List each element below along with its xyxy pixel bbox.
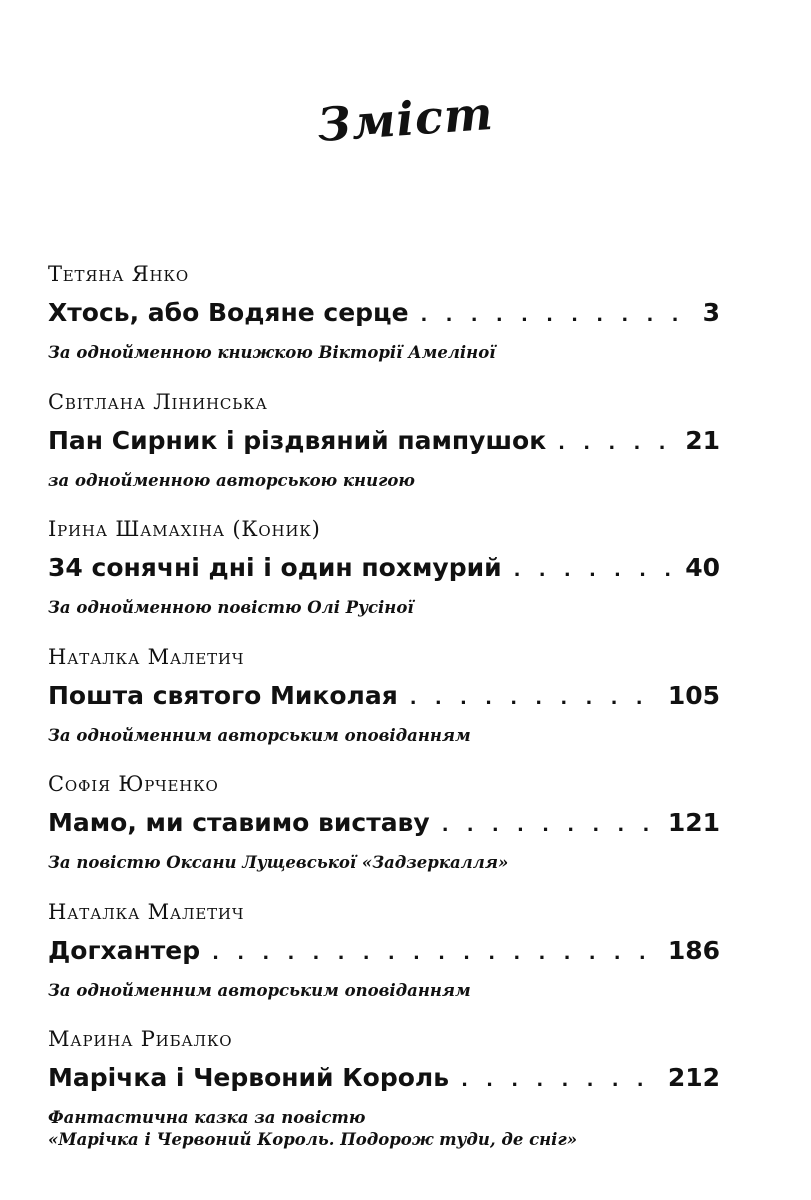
entry-page-number: 186 [667,935,720,965]
entry-author: Наталка Малетич [48,899,245,924]
entry-author: Софія Юрченко [48,772,219,796]
entry-title-line[interactable] [48,426,720,455]
dot-leader [212,943,654,964]
page-title: Зміст [315,85,496,153]
entry-title-line[interactable] [48,553,720,582]
entry-source-note: За однойменним авторським оповіданням [48,980,471,1000]
entry-title-line[interactable] [48,1063,720,1092]
entry-title: Пошта святого Миколая [48,680,398,710]
dot-leader [421,305,689,326]
toc-entry [48,517,720,645]
entry-author: Марина Рибалко [48,1027,233,1051]
dot-leader [514,560,672,581]
entry-page-number: 105 [667,680,720,710]
toc-entry [48,900,720,1028]
entry-author: Наталка Малетич [48,644,245,669]
toc-entry [48,262,720,390]
toc-entry [48,390,720,518]
entry-source-note: За повістю Оксани Лущевської «Задзеркалля» [48,853,509,872]
table-of-contents [48,262,720,1155]
dot-leader [558,433,671,454]
entry-source-note-continued: «Марічка і Червоний Король. Подорож туди, де сніг» [48,1130,578,1149]
entry-page-number: 121 [667,808,720,837]
entry-title: Догхантер [48,935,201,965]
toc-entry [48,1027,720,1155]
entry-author: Тетяна Янко [48,262,189,286]
entry-title: Марічка і Червоний Король [48,1063,450,1092]
toc-entry [48,645,720,773]
entry-title-line[interactable] [48,681,720,710]
entry-page-number: 40 [685,553,720,582]
entry-page-number: 3 [702,298,720,327]
entry-title: Мамо, ми ставимо виставу [48,808,430,837]
entry-title-line[interactable] [48,808,720,837]
entry-page-number: 21 [685,425,720,455]
toc-entry [48,772,720,900]
dot-leader [410,688,654,709]
entry-source-note: Фантастична казка за повістю [48,1108,366,1127]
entry-title-line[interactable] [48,936,720,965]
entry-title-line[interactable] [48,298,720,327]
entry-author: Ірина Шамахіна (Коник) [48,517,321,541]
entry-author: Світлана Лінинська [48,389,268,414]
entry-page-number: 212 [667,1063,720,1092]
entry-source-note: за однойменною авторською книгою [48,470,415,490]
entry-source-note: За однойменним авторським оповіданням [48,725,471,745]
entry-title: 34 сонячні дні і один похмурий [48,553,502,582]
entry-title: Пан Сирник і різдвяний пампушок [48,425,547,455]
entry-source-note: За однойменною повістю Олі Русіної [48,598,414,617]
dot-leader [442,815,654,836]
entry-title: Хтось, або Водяне серце [48,298,409,327]
dot-leader [461,1070,654,1091]
entry-source-note: За однойменною книжкою Вікторії Амеліної [48,343,496,362]
